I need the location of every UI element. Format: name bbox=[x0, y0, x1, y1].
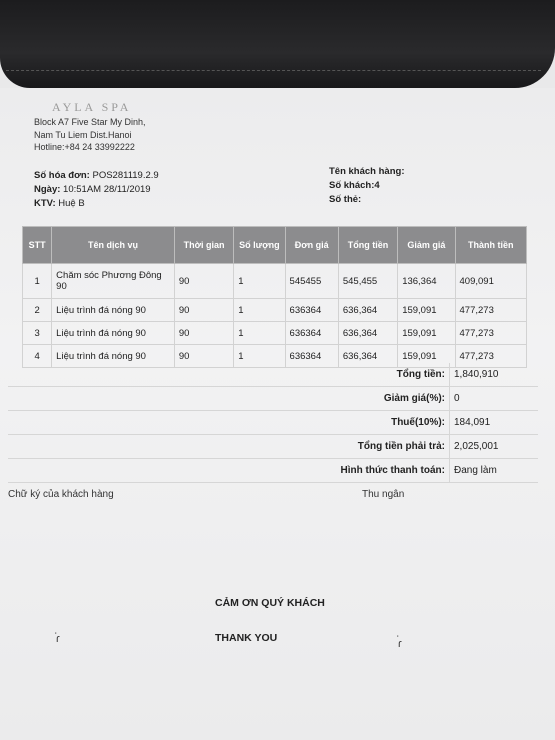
cell-unit-price: 636364 bbox=[285, 299, 338, 322]
thanks-vietnamese: CẢM ƠN QUÝ KHÁCH bbox=[215, 597, 325, 609]
wallet-cover bbox=[0, 0, 555, 88]
cell-service: Liệu trình đá nóng 90 bbox=[52, 345, 175, 368]
cell-stt: 1 bbox=[23, 264, 52, 299]
table-row bbox=[23, 322, 527, 345]
address-line-1: Block A7 Five Star My Dinh, bbox=[34, 117, 146, 127]
cell-amount: 477,273 bbox=[455, 299, 526, 322]
col-header-discount: Giảm giá bbox=[398, 227, 455, 264]
cell-unit-price: 636364 bbox=[285, 345, 338, 368]
cell-total: 636,364 bbox=[338, 322, 397, 345]
cell-duration: 90 bbox=[174, 322, 233, 345]
hotline: Hotline:+84 24 33992222 bbox=[34, 142, 135, 152]
customer-name-label: Tên khách hàng: bbox=[329, 166, 405, 177]
cell-amount: 477,273 bbox=[455, 345, 526, 368]
cell-service: Chăm sóc Phương Đông 90 bbox=[52, 264, 175, 299]
cell-discount: 159,091 bbox=[398, 345, 455, 368]
services-table bbox=[22, 226, 527, 368]
pen-mark: ɾ bbox=[56, 633, 60, 645]
cell-unit-price: 636364 bbox=[285, 322, 338, 345]
cell-duration: 90 bbox=[174, 345, 233, 368]
cell-discount: 159,091 bbox=[398, 299, 455, 322]
pen-mark: ɾ bbox=[398, 638, 402, 650]
subtotal-row: Tổng tiền: 1,840,910 bbox=[8, 363, 538, 387]
cell-total: 545,455 bbox=[338, 264, 397, 299]
cell-amount: 477,273 bbox=[455, 322, 526, 345]
invoice-date: Ngày: 10:51AM 28/11/2019 bbox=[34, 184, 151, 195]
pen-mark: ˌ bbox=[396, 626, 400, 638]
col-header-total: Tổng tiền bbox=[338, 227, 397, 264]
customer-signature-label: Chữ ký của khách hàng bbox=[8, 489, 114, 500]
col-header-quantity: Số lượng bbox=[234, 227, 285, 264]
cell-quantity: 1 bbox=[234, 299, 285, 322]
col-header-amount: Thành tiền bbox=[455, 227, 526, 264]
col-header-duration: Thời gian bbox=[174, 227, 233, 264]
cashier-label: Thu ngân bbox=[362, 489, 405, 500]
cell-amount: 409,091 bbox=[455, 264, 526, 299]
cell-discount: 136,364 bbox=[398, 264, 455, 299]
discount-percent-row: Giảm giá(%): 0 bbox=[8, 387, 538, 411]
wallet-stitching bbox=[6, 70, 541, 73]
cell-service: Liệu trình đá nóng 90 bbox=[52, 322, 175, 345]
cell-total: 636,364 bbox=[338, 345, 397, 368]
pen-mark: ˌ bbox=[54, 623, 58, 635]
cell-service: Liệu trình đá nóng 90 bbox=[52, 299, 175, 322]
col-header-service: Tên dịch vụ bbox=[52, 227, 175, 264]
table-row bbox=[23, 299, 527, 322]
address-line-2: Nam Tu Liem Dist.Hanoi bbox=[34, 130, 132, 140]
table-header-row bbox=[23, 227, 527, 264]
brand-name: AYLA SPA bbox=[52, 100, 132, 114]
cell-duration: 90 bbox=[174, 299, 233, 322]
cell-quantity: 1 bbox=[234, 264, 285, 299]
invoice-number: Số hóa đơn: POS281119.2.9 bbox=[34, 170, 159, 181]
table-row bbox=[23, 264, 527, 299]
tax-row: Thuế(10%): 184,091 bbox=[8, 411, 538, 435]
cell-unit-price: 545455 bbox=[285, 264, 338, 299]
guest-count: Số khách:4 bbox=[329, 180, 380, 191]
col-header-stt: STT bbox=[23, 227, 52, 264]
grand-total-row: Tổng tiền phải trả: 2,025,001 bbox=[8, 435, 538, 459]
totals-section bbox=[8, 363, 538, 483]
cell-stt: 2 bbox=[23, 299, 52, 322]
cell-stt: 4 bbox=[23, 345, 52, 368]
payment-method-row: Hình thức thanh toán: Đang làm bbox=[8, 459, 538, 483]
thanks-english: THANK YOU bbox=[215, 632, 278, 644]
cell-quantity: 1 bbox=[234, 345, 285, 368]
therapist: KTV: Huệ B bbox=[34, 198, 85, 209]
cell-duration: 90 bbox=[174, 264, 233, 299]
cell-total: 636,364 bbox=[338, 299, 397, 322]
col-header-unit-price: Đơn giá bbox=[285, 227, 338, 264]
cell-stt: 3 bbox=[23, 322, 52, 345]
card-number-label: Số thẻ: bbox=[329, 194, 362, 205]
cell-discount: 159,091 bbox=[398, 322, 455, 345]
cell-quantity: 1 bbox=[234, 322, 285, 345]
